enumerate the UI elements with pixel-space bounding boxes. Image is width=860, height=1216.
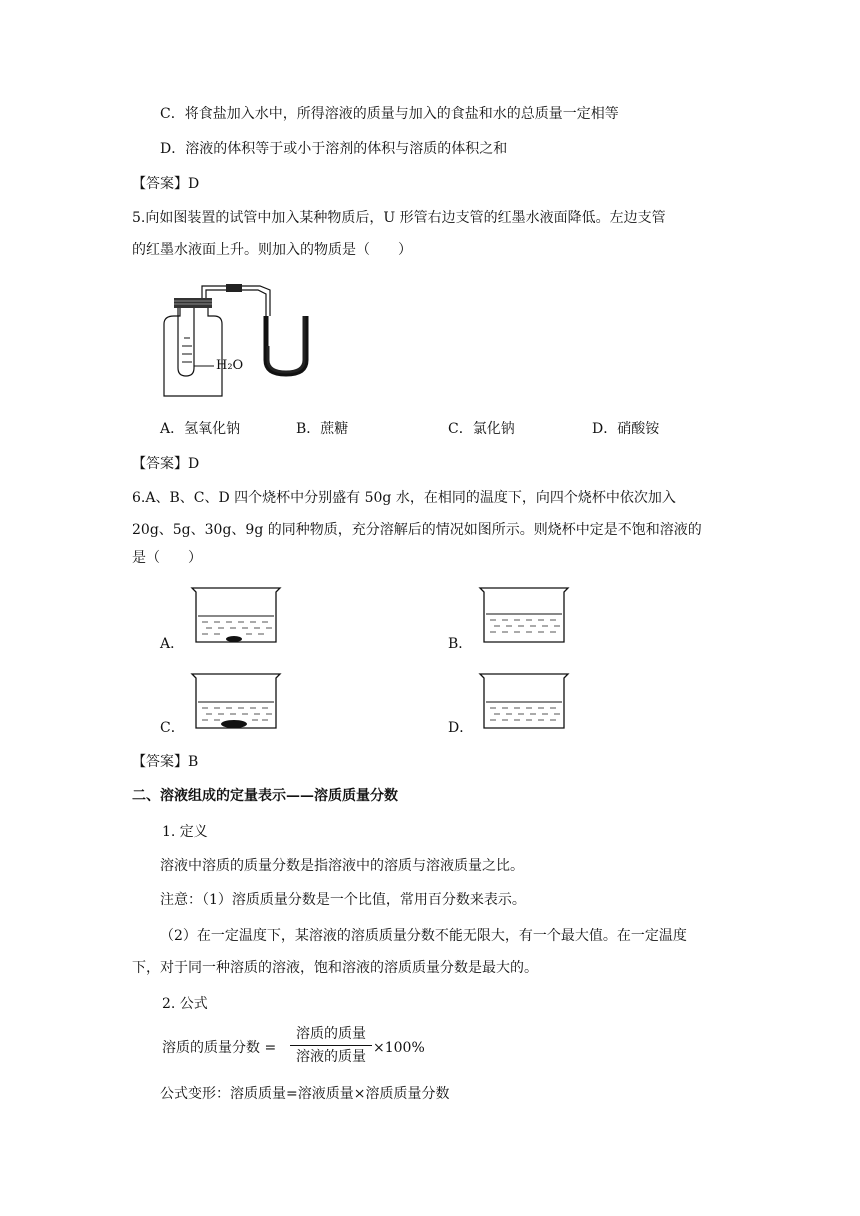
question-6-line-3: 是（ ）	[132, 550, 202, 566]
note-2-line-1: （2）在一定温度下，某溶液的溶质质量分数不能无限大，有一个最大值。在一定温度	[160, 928, 687, 944]
answer-5: 【答案】D	[132, 456, 200, 472]
question-6-line-2: 20g、5g、30g、9g 的同种物质，充分溶解后的情况如图所示。则烧杯中定是不饱和溶液的	[132, 522, 702, 538]
beaker-c	[190, 672, 282, 730]
option-d-text: D．溶液的体积等于或小于溶剂的体积与溶质的体积之和	[160, 141, 508, 157]
answer-6: 【答案】B	[132, 754, 199, 770]
beaker-b	[478, 586, 570, 644]
beaker-a-label: A．	[160, 636, 185, 652]
note-1: 注意：（1）溶质质量分数是一个比值，常用百分数来表示。	[160, 892, 526, 908]
question-5-line-1: 5.向如图装置的试管中加入某种物质后，U 形管右边支管的红墨水液面降低。左边支管	[132, 210, 666, 226]
q5-option-c: C．氯化钠	[448, 421, 515, 437]
beaker-b-label: B．	[448, 636, 473, 652]
formula-numerator: 溶质的质量	[296, 1026, 366, 1042]
formula-variant: 公式变形：溶质质量=溶液质量×溶质质量分数	[160, 1086, 450, 1102]
formula-fraction	[290, 1024, 372, 1067]
question-5-line-2: 的红墨水液面上升。则加入的物质是（ ）	[132, 242, 412, 258]
q5-option-a: A．氢氧化钠	[160, 421, 241, 437]
answer-4: 【答案】D	[132, 176, 200, 192]
q5-option-d: D．硝酸铵	[592, 421, 660, 437]
formula-lhs: 溶质的质量分数 =	[162, 1040, 277, 1056]
h2o-label: H₂O	[216, 358, 244, 373]
beaker-d-label: D．	[448, 720, 474, 736]
beaker-d	[478, 672, 570, 730]
option-c-text: C．将食盐加入水中，所得溶液的质量与加入的食盐和水的总质量一定相等	[160, 106, 619, 122]
beaker-c-label: C．	[160, 720, 185, 736]
beaker-a	[190, 586, 282, 644]
question-6-line-1: 6.A、B、C、D 四个烧杯中分别盛有 50g 水，在相同的温度下，向四个烧杯中依次加入	[132, 490, 676, 506]
formula-heading: 2. 公式	[162, 996, 208, 1012]
apparatus-figure	[150, 276, 330, 406]
note-2-line-2: 下，对于同一种溶质的溶液，饱和溶液的溶质质量分数是最大的。	[132, 960, 538, 976]
q5-option-b: B．蔗糖	[296, 421, 349, 437]
definition-heading: 1. 定义	[162, 824, 208, 840]
fraction-bar	[290, 1045, 372, 1046]
definition-text: 溶液中溶质的质量分数是指溶液中的溶质与溶液质量之比。	[160, 858, 524, 874]
formula-denominator: 溶液的质量	[296, 1049, 366, 1065]
formula-tail: ×100%	[373, 1040, 425, 1056]
section-2-heading: 二、溶液组成的定量表示——溶质质量分数	[132, 788, 398, 804]
